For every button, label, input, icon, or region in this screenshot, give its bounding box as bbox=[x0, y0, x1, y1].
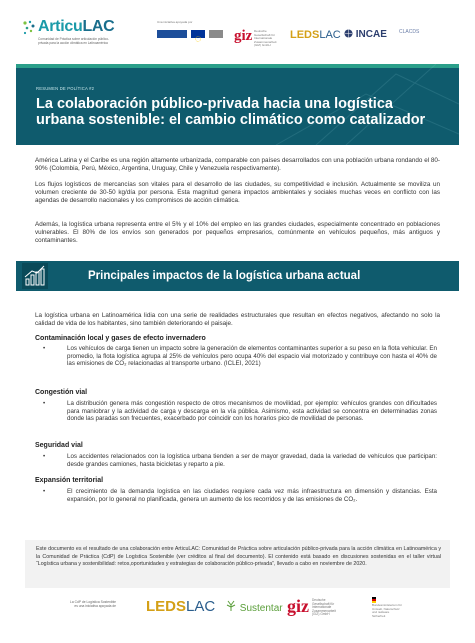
leds-lac-logo-footer: LEDSLAC bbox=[146, 598, 216, 615]
euroclima-logo bbox=[157, 30, 187, 38]
sustentar-logo: Sustentar bbox=[225, 600, 283, 614]
cdp-support-label: La CdP de Logística Sostenible es una iniciativa apoyada de bbox=[70, 600, 116, 608]
list-item-text: La distribución genera más congestión respecto de otros mecanismos de movilidad, por ejemplo: vehículos grandes con dificultades para maniobrar y la actividad de carga y descarga en la vía pública. Asimismo, esta actividad se concentra en determinadas zonas donde las paradas son frecuentes, exacerbado por coincidir con los horarios pico de movilidad de personas. bbox=[67, 400, 437, 423]
subheading: Congestión vial bbox=[35, 389, 88, 396]
list-item-text: El crecimiento de la demanda logística en las ciudades requiere cada vez más infraestructura en dimensión y distancias. Esta expansión, por lo general no planificada, genera un aumento de los recorridos y de las emisiones de CO₂. bbox=[67, 488, 437, 503]
title-banner bbox=[16, 64, 459, 145]
support-label: Una iniciativa apoyada por bbox=[157, 20, 193, 24]
section-title: Principales impactos de la logística urbana actual bbox=[88, 270, 361, 282]
partner-logo bbox=[209, 30, 223, 38]
giz-text: Deutsche Gesellschaft für Internationale Zusammenarbeit (GIZ) GmbH bbox=[254, 29, 277, 47]
subheading: Seguridad vial bbox=[35, 442, 83, 449]
list-item bbox=[35, 488, 435, 512]
credits-box bbox=[25, 540, 450, 588]
articulac-wordmark: ArticuLAC bbox=[38, 18, 115, 35]
intro-paragraph-2: Los flujos logísticos de mercancías son vitales para el desarrollo de las ciudades, su competitividad e inclusión. Actualmente se moviliza un volumen creciente de 30-50 kg/día por persona. Esta magnitud genera impactos ambientales y sociales muchas veces en conflicto con las agendas de desarrollo nacionales y los compromisos de acción climática. bbox=[35, 181, 440, 205]
articulac-logo bbox=[22, 16, 122, 50]
credits-text: Este documento es el resultado de una colaboración entre ArticuLAC: Comunidad de Práctica sobre articulación público-privada para la acción climática en Latinoamérica y la Comunidad de Práctica (CdP) de Logística Sostenible (ver créditos al final del documento). El contenido está basado en discusiones sostenidas en el taller virtual “Logística urbana y sostenibilidad: retos,oportunidades y estrategias de colaboración público-privada”, llevado a cabo en noviembre de 2020. bbox=[36, 546, 441, 568]
eu-flag-icon bbox=[191, 30, 205, 38]
list-item bbox=[35, 400, 435, 432]
incae-logo: INCAE bbox=[344, 29, 387, 40]
list-item-text: Los vehículos de carga tienen un impacto sobre la generación de elementos contaminantes superior a su peso en la flota vehicular. En promedio, la flota logística agrupa al 25% de vehículos pero ocupa 40% del espacio vial motorizado y contribuye con hasta el 40% de las emisiones de CO₂ relacionadas al transporte urbano. (ICLEI, 2021) bbox=[67, 345, 437, 368]
bullet-marker: • bbox=[43, 400, 46, 407]
banner-kicker: RESUMEN DE POLÍTICA #2 bbox=[36, 86, 95, 91]
bar-chart-icon bbox=[22, 263, 48, 289]
list-item bbox=[35, 453, 435, 469]
subheading: Contaminación local y gases de efecto invernadero bbox=[35, 335, 206, 342]
dots-logo-icon bbox=[22, 20, 36, 36]
subheading: Expansión territorial bbox=[35, 477, 104, 484]
incae-globe-icon bbox=[344, 29, 353, 38]
bullet-marker: • bbox=[43, 453, 46, 460]
section-lead: La logística urbana en Latinoamérica lidia con una serie de realidades estructurales que resultan en efectos negativos, afectando no solo la calidad de vida de los habitantes, sino también deteriorando el paisaje. bbox=[35, 312, 440, 328]
giz-text-footer: Deutsche Gesellschaft für Internationale Zusammenarbeit (GIZ) GmbH bbox=[312, 598, 336, 617]
bullet-marker: • bbox=[43, 488, 46, 495]
list-item bbox=[35, 345, 435, 383]
articulac-subtitle: Comunidad de Práctica sobre articulación público-privada para la acción climática en Latinoamérica bbox=[38, 37, 110, 45]
section-header bbox=[16, 261, 459, 291]
giz-logo-footer: giz bbox=[287, 596, 309, 616]
intro-paragraph-3: Además, la logística urbana representa entre el 5% y el 10% del empleo en las grandes ciudades, especialmente concentrado en poblaciones vulnerables. El 80% de los envíos son generados por pequeños empresarios, comúnmente en vehículos pequeños, más antiguos y contaminantes. bbox=[35, 221, 440, 245]
giz-logo: giz bbox=[234, 28, 253, 44]
sustentar-leaf-icon bbox=[225, 600, 237, 612]
bmu-logo: Bundesministerium für Umwelt, Naturschutz und nukleare Sicherheit bbox=[372, 597, 402, 618]
clacds-logo: CLACDS bbox=[399, 29, 420, 35]
intro-paragraph-1: América Latina y el Caribe es una región altamente urbanizada, comparable con países desarrollados con una población urbana rondando el 80-90% (Colombia, Perú, México, Argentina, Uruguay, Chile y Venezuela respectivamente). bbox=[35, 157, 440, 173]
page-title: La colaboración público-privada hacia una logística urbana sostenible: el cambio climático como catalizador bbox=[36, 96, 426, 128]
leds-lac-logo: LEDSLAC bbox=[290, 29, 341, 41]
eu-logos bbox=[157, 20, 227, 50]
bullet-marker: • bbox=[43, 345, 46, 352]
list-item-text: Los accidentes relacionados con la logística urbana tienden a ser de mayor gravedad, dada la variedad de vehículos que participan: desde grandes camiones, hasta bicicletas y reparto a pie. bbox=[67, 453, 437, 468]
